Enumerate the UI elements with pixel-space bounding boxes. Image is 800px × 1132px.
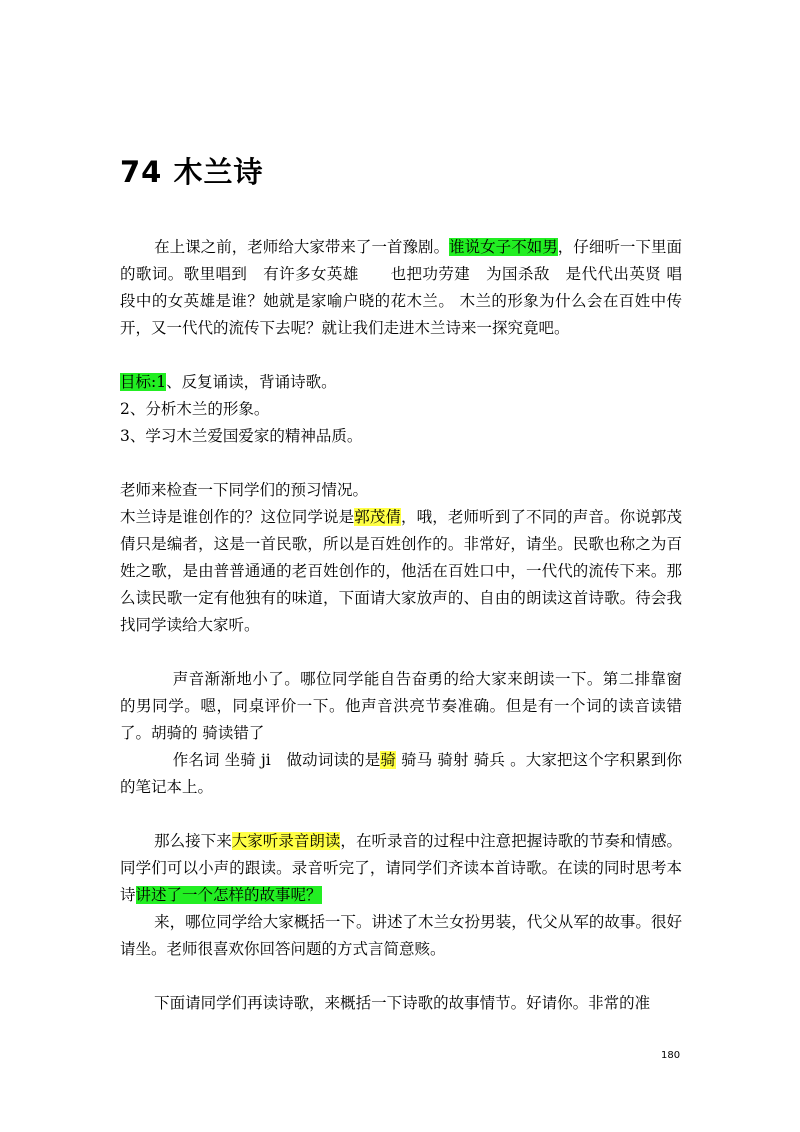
spacer	[120, 342, 682, 369]
goal-item-1	[120, 369, 682, 396]
ji-text-a: 作名词 坐骑 ji 做动词读的是	[172, 751, 381, 769]
summary-paragraph: 来，哪位同学给大家概括一下。讲述了木兰女扮男装，代父从军的故事。很好请坐。老师很喜欢你回答问题的方式言简意赅。	[120, 913, 682, 958]
author-text-b: ，哦，老师听到了不同的声音。你说郭茂倩只是编者，这是一首民歌，所以是百姓创作的。非常好，请坐。民歌也称之为百姓之歌，是由普普通通的老百姓创作的，他活在百姓口中，一代代的流传下来。那么读民歌一定有他独有的味道，下面请大家放声的、自由的朗读这首诗歌。待会我找同学读给大家听。	[120, 508, 682, 634]
ji-text-b: 骑马 骑射 骑兵 。大家把这个字积累到你的笔记本上。	[120, 751, 682, 796]
listen-text-b: ，在听录音的过程中注意把握诗歌的节奏和情感。同学们可以小声的跟读。录音听完了，请同学们齐读本首诗歌。在读的同时思考本诗	[120, 832, 682, 904]
highlight-ji-char: 骑	[380, 751, 397, 769]
goal-text-1: 、反复诵读，背诵诗歌。	[166, 373, 337, 391]
check-paragraph: 老师来检查一下同学们的预习情况。	[120, 481, 369, 499]
author-text-a: 木兰诗是谁创作的？这位同学说是	[120, 508, 355, 526]
highlight-story-question: 讲述了一个怎样的故事呢？	[135, 886, 322, 904]
goal-item-3: 3、学习木兰爱国爱家的精神品质。	[120, 427, 363, 445]
spacer	[120, 801, 682, 828]
intro-text-b: ，仔细听一下里面的歌词。歌里唱到 有许多女英雄 也把功劳建 为国杀敌 是代代出英贤 唱段中的女英雄是谁？她就是家喻户晓的花木兰。 木兰的形象为什么会在百姓中传开，又一代代的流传下去呢？就让我们走进木兰诗来一探究竟吧。	[120, 238, 682, 337]
spacer	[120, 963, 682, 990]
spacer	[120, 639, 682, 666]
highlight-listen-recording: 大家听录音朗读	[231, 832, 341, 850]
page-number: 180	[661, 1050, 681, 1061]
highlight-song-title: 谁说女子不如男	[449, 238, 558, 256]
intro-text-a: 在上课之前，老师给大家带来了一首豫剧。	[154, 238, 450, 256]
document-body	[120, 234, 682, 1017]
intro-paragraph	[120, 234, 682, 342]
author-paragraph	[120, 504, 682, 639]
highlight-author-name: 郭茂倩	[354, 508, 402, 526]
voice-paragraph: 声音渐渐地小了。哪位同学能自告奋勇的给大家来朗读一下。第二排靠窗的男同学。嗯，同桌评价一下。他声音洪亮节奏准确。但是有一个词的读音读错了。胡骑的 骑读错了	[120, 670, 682, 742]
reread-paragraph: 下面请同学们再读诗歌，来概括一下诗歌的故事情节。好请你。非常的准	[154, 994, 651, 1012]
goal-item-2: 2、分析木兰的形象。	[120, 400, 270, 418]
highlight-goals-label: 目标:1	[120, 373, 167, 391]
listen-paragraph	[120, 828, 682, 909]
ji-paragraph	[120, 747, 682, 801]
listen-text-a: 那么接下来	[154, 832, 232, 850]
page-title: 74 木兰诗	[120, 155, 264, 189]
spacer	[120, 450, 682, 477]
